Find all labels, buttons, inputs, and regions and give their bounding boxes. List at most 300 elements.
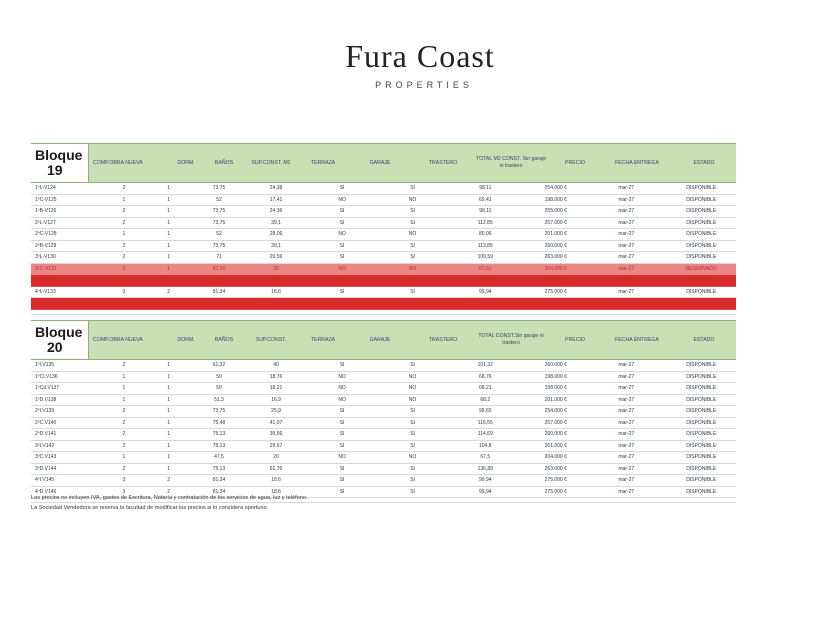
table-cell: SI [304,275,380,287]
table-cell: 81,34 [190,298,248,310]
table-cell: SI [304,206,380,218]
table-row [31,463,736,475]
table-row [31,298,736,310]
table-cell: 275.000 € [526,298,586,310]
table-row [31,383,736,395]
table-cell: 61,76 [248,463,304,475]
table-cell: 69,41 [445,194,526,206]
table-cell: 2 [100,183,147,194]
table-cell: SI [304,429,380,441]
table-cell: 104,8 [445,440,526,452]
table-cell: 20 [248,263,304,275]
table-cell: SI [304,252,380,264]
table-cell: DISPONIBLE [667,429,736,441]
table-cell: 257.000 € [526,417,586,429]
table-cell: 29,67 [248,440,304,452]
table-cell: SI [304,486,380,498]
table-cell: 201.000 € [526,394,586,406]
bloque-20-header [31,320,736,360]
table-cell: 100,59 [445,252,526,264]
table-cell: 39,1 [248,217,304,229]
table-cell: DISPONIBLE [667,229,736,241]
bloque-19-table [31,143,736,315]
table-cell: 275.000 € [526,475,586,487]
table-cell: SI [380,298,445,310]
table-cell: NO [380,452,445,464]
logo-subtitle: PROPERTIES [375,80,473,90]
table-cell: 18,6 [248,486,304,498]
table-cell: 1 [147,452,190,464]
table-cell: 136,89 [445,463,526,475]
table-row [31,252,736,264]
bloque-word: Bloque [35,324,83,340]
table-cell: 18,76 [248,371,304,383]
column-header: TRASTERO [428,159,458,166]
table-row [31,440,736,452]
table-row [31,286,736,298]
table-cell: 254.000 € [526,406,586,418]
table-cell: 1 [147,217,190,229]
table-cell: 261.000 € [526,440,586,452]
table-cell: 75,13 [190,440,248,452]
table-cell: DISPONIBLE [667,286,736,298]
table-row [31,475,736,487]
table-cell: 2ºC-V128 [31,229,100,241]
table-cell: 201.000 € [526,229,586,241]
table-cell: 2 [147,486,190,498]
table-cell: 112,85 [445,217,526,229]
table-cell: 1 [147,406,190,418]
table-cell: SI [380,206,445,218]
table-cell: mar-27 [586,252,667,264]
table-cell: 1ºB-V126 [31,206,100,218]
table-cell: 1 [147,252,190,264]
table-cell: 3 [100,298,147,310]
table-cell: DISPONIBLE [667,406,736,418]
table-spacer-row [31,309,736,314]
table-cell: 41,07 [248,417,304,429]
table-cell: DISPONIBLE [667,240,736,252]
table-cell: 198.000 € [526,383,586,395]
table-cell: 2ºC.V140 [31,417,100,429]
table-cell: 2 [147,298,190,310]
table-cell: 1 [147,263,190,275]
table-cell: 18,6 [248,298,304,310]
table-cell: SI [380,183,445,194]
table-cell: mar-27 [586,183,667,194]
column-header: ESTADO [693,336,715,343]
table-cell: 2ºD.V141 [31,429,100,441]
table-spacer [31,309,736,314]
table-cell: NO [304,229,380,241]
table-cell: SI [380,463,445,475]
table-cell: 2 [100,252,147,264]
table-cell: 260.000 € [526,240,586,252]
table-cell: 1 [147,371,190,383]
table-cell: 3ºL-V130 [31,252,100,264]
table-cell: 75,48 [190,417,248,429]
table-cell: 1 [147,417,190,429]
table-cell: 75,13 [190,463,248,475]
table-cell: 260.000 € [526,429,586,441]
table-cell: 73,75 [190,406,248,418]
column-header: BAÑOS [214,336,234,343]
table-cell: 17,41 [248,194,304,206]
table-row [31,360,736,371]
table-cell: 2ºB-V129 [31,240,100,252]
table-cell: SI [304,463,380,475]
table-cell: 1 [100,383,147,395]
table-cell: DISPONIBLE [667,475,736,487]
table-cell: SI [380,240,445,252]
column-header: SUP.CONST. M2 [251,159,291,166]
table-cell: 275.000 € [526,286,586,298]
table-cell: 2 [100,217,147,229]
column-header: SUP.CONST. [255,336,287,343]
table-cell: NO [304,371,380,383]
note-line: Los precios no incluyen IVA, gastos de Escritura, Notaría y contratación de los servicios de agua, luz y teléfono. [31,495,308,501]
table-cell: NO [380,229,445,241]
table-cell: 39,1 [248,240,304,252]
column-header: TERRAZA [310,159,336,166]
table-cell: DISPONIBLE [667,463,736,475]
column-header: DORM. [177,159,195,166]
table-cell: SI [304,286,380,298]
column-header: BAÑOS [214,159,234,166]
table-cell: 1ºCI.V136 [31,371,100,383]
table-cell: 99,94 [445,486,526,498]
table-cell: 98,11 [445,183,526,194]
table-cell: 73,75 [190,206,248,218]
table-cell: mar-27 [586,275,667,287]
table-cell: 1 [147,194,190,206]
table-cell: 71 [190,275,248,287]
table-row [31,275,736,287]
table-cell: 68,2 [445,394,526,406]
bloque-number: 19 [47,162,63,178]
table-cell: 73,75 [190,240,248,252]
table-cell: 3ºD.V144 [31,463,100,475]
table-cell: 1 [100,263,147,275]
bloque-number: 20 [47,339,63,355]
table-row [31,263,736,275]
table-cell: SI [380,406,445,418]
table-cell: mar-27 [586,263,667,275]
table-cell: SI [380,275,445,287]
table-cell: SI [380,486,445,498]
table-cell: 1ºL-V124 [31,183,100,194]
table-cell: 3 [100,486,147,498]
table-cell: 16,9 [248,394,304,406]
column-header: TERRAZA [310,336,336,343]
table-cell: 2 [100,417,147,429]
table-cell: mar-27 [586,206,667,218]
bloque-19-label [31,144,89,182]
table-cell: DISPONIBLE [667,252,736,264]
table-cell: 18,6 [248,475,304,487]
table-cell: 4ºI.V145 [31,475,100,487]
table-row [31,194,736,206]
table-cell: 2 [147,286,190,298]
table-cell: DISPONIBLE [667,371,736,383]
table-cell: NO [380,383,445,395]
table-cell: 198.000 € [526,194,586,206]
table-cell: mar-27 [586,360,667,371]
table-cell: mar-27 [586,240,667,252]
table-cell: 1 [147,360,190,371]
table-cell: 2 [100,360,147,371]
table-cell: DISPONIBLE [667,360,736,371]
table-cell: 2 [100,240,147,252]
table-cell: DISPONIBLE [667,417,736,429]
logo-title: Fura Coast [345,38,495,74]
column-header: COMP.OBRA NUEVA [93,159,143,166]
table-cell: mar-27 [586,394,667,406]
table-cell: SI [304,406,380,418]
table-cell: 47,5 [190,452,248,464]
table-row [31,394,736,406]
table-cell: DISPONIBLE [667,440,736,452]
table-cell: 68,76 [445,371,526,383]
table-cell: 2 [100,463,147,475]
table-cell: mar-27 [586,486,667,498]
table-cell: 112,85 [445,240,526,252]
table-cell: 114,69 [445,429,526,441]
table-cell: 1 [100,394,147,406]
table-cell: NO [304,263,380,275]
table-cell: 3 [100,286,147,298]
table-cell: mar-27 [586,475,667,487]
table-cell: 50 [190,383,248,395]
table-cell: 29,59 [248,252,304,264]
table-cell: SI [380,286,445,298]
table-cell: 24,38 [248,183,304,194]
table-cell: 1 [147,440,190,452]
table-cell: 73,75 [190,183,248,194]
table-cell: 67,61 [445,263,526,275]
table-cell: 2 [100,406,147,418]
table-row [31,229,736,241]
table-cell: 1 [100,452,147,464]
bloque-19-header [31,143,736,183]
table-cell: 98,11 [445,206,526,218]
table-cell: 67,5 [445,452,526,464]
table-cell: 263.000 € [526,275,586,287]
table-cell: mar-27 [586,298,667,310]
table-cell: 18,6 [248,286,304,298]
table-cell: 50 [190,371,248,383]
table-cell: 2ºL-V127 [31,217,100,229]
table-cell: SI [380,252,445,264]
table-cell: 25,9 [248,406,304,418]
table-cell: 1 [147,383,190,395]
table-cell: 1 [147,463,190,475]
column-header: PRECIO [565,159,585,166]
table-cell: 100,59 [445,275,526,287]
table-cell: 4ºD.V146 [31,486,100,498]
table-cell: 116,55 [445,417,526,429]
table-row [31,240,736,252]
table-cell: 1ºD.V138 [31,394,100,406]
table-row [31,429,736,441]
table-cell: 3ºI.V142 [31,440,100,452]
table-cell: SI [304,417,380,429]
table-cell: 4ºB-V134 [31,298,100,310]
table-cell: 1 [147,183,190,194]
table-cell: NO [304,194,380,206]
table-cell: 1ºI.V135 [31,360,100,371]
table-cell: 2 [100,429,147,441]
table-cell: SI [380,429,445,441]
table-cell: DISPONIBLE [667,206,736,218]
column-header: TRASTERO [428,336,458,343]
table-cell: SI [380,440,445,452]
table-cell: SI [380,217,445,229]
table-cell: 1 [147,206,190,218]
table-cell: 3ºB-V132 [31,275,100,287]
table-cell: 101,32 [445,360,526,371]
table-cell: mar-27 [586,286,667,298]
table-cell: 1 [147,275,190,287]
table-cell: NO [380,371,445,383]
table-cell: 1 [147,394,190,406]
table-cell: 81,34 [190,486,248,498]
table-cell: NO [304,394,380,406]
bloque-20-table [31,320,736,503]
table-cell: RESERVADO [667,263,736,275]
table-cell: 1 [100,229,147,241]
column-header: FECHA ENTREGA [615,336,659,343]
table-cell: SI [380,360,445,371]
note-line: La Sociedad Vendedora se reserva la facultad de modificar los precios si lo considera oportuno. [31,505,269,511]
table-cell: 2 [100,206,147,218]
table-cell: 2 [147,475,190,487]
table-cell: 1 [100,371,147,383]
column-header: DORM. [177,336,195,343]
column-header: GARAJE [369,336,391,343]
table-cell: mar-27 [586,463,667,475]
table-cell: 52 [190,229,248,241]
table-cell: 263.000 € [526,463,586,475]
table-cell: 81,34 [190,475,248,487]
table-cell: DISPONIBLE [667,183,736,194]
logo [0,38,840,90]
table-cell: 204.000 € [526,452,586,464]
bloque-20-rows [31,360,736,503]
table-cell: DISPONIBLE [667,452,736,464]
table-cell: mar-27 [586,406,667,418]
table-cell: 61,32 [190,360,248,371]
table-cell: VENDIDO [667,275,736,287]
table-cell: DISPONIBLE [667,383,736,395]
table-cell: mar-27 [586,383,667,395]
table-cell: DISPONIBLE [667,486,736,498]
table-cell: 263.000 € [526,252,586,264]
table-row [31,406,736,418]
table-cell: 99,94 [445,475,526,487]
table-cell: SI [304,360,380,371]
table-cell: 18,21 [248,383,304,395]
table-cell: mar-27 [586,371,667,383]
table-cell: 75,13 [190,429,248,441]
table-cell: 2 [100,275,147,287]
table-cell: 73,75 [190,217,248,229]
table-cell: 2ºI.V139 [31,406,100,418]
table-cell: 68,21 [445,383,526,395]
table-cell: 80,06 [445,229,526,241]
table-cell: mar-27 [586,417,667,429]
column-header: ESTADO [693,159,715,166]
table-cell: 71 [190,252,248,264]
table-cell: 47,26 [190,263,248,275]
table-cell: 99,65 [445,406,526,418]
column-header: TOTAL CONST.Sin garaje ni trastero [478,333,544,346]
column-header: COMP.OBRA NUEVA [93,336,143,343]
table-cell: mar-27 [586,429,667,441]
table-row [31,217,736,229]
table-cell: SI [304,440,380,452]
table-cell: 1 [147,229,190,241]
table-cell: 52 [190,194,248,206]
table-row [31,183,736,194]
price-notes [31,493,308,513]
table-cell: mar-27 [586,452,667,464]
table-cell: 24,36 [248,206,304,218]
table-cell: mar-27 [586,229,667,241]
table-cell: DISPONIBLE [667,394,736,406]
table-cell: 1ºCd.V137 [31,383,100,395]
table-cell: 198.000 € [526,371,586,383]
table-cell: 254.000 € [526,183,586,194]
column-header: FECHA ENTREGA [615,159,659,166]
table-cell: NO [304,383,380,395]
table-cell: 255.000 € [526,206,586,218]
column-header: TOTAL M2 CONST. Sin garaje ni trastero [476,156,546,169]
table-row [31,371,736,383]
table-cell: 1 [147,240,190,252]
table-cell: NO [380,194,445,206]
table-cell: SI [304,298,380,310]
table-cell: SI [304,475,380,487]
table-row [31,452,736,464]
table-cell: 99,94 [445,298,526,310]
table-cell: mar-27 [586,440,667,452]
table-cell: 20 [248,452,304,464]
table-cell: NO [380,263,445,275]
table-cell: 275.000 € [526,486,586,498]
table-cell: SI [304,183,380,194]
column-header: GARAJE [369,159,391,166]
table-cell: 81,34 [190,286,248,298]
table-cell: 39,56 [248,429,304,441]
table-cell: NO [380,394,445,406]
bloque-word: Bloque [35,147,83,163]
table-cell: 2 [100,440,147,452]
table-cell: 1 [147,429,190,441]
table-cell: mar-27 [586,217,667,229]
table-cell: 204.000 € [526,263,586,275]
table-cell: 3 [100,475,147,487]
column-header: PRECIO [565,336,585,343]
table-cell: SI [304,240,380,252]
table-row [31,417,736,429]
table-cell: 28,06 [248,229,304,241]
table-cell: VENDIDO [667,298,736,310]
table-row [31,206,736,218]
table-cell: NO [304,452,380,464]
bloque-20-label [31,321,89,359]
table-cell: 51,3 [190,394,248,406]
